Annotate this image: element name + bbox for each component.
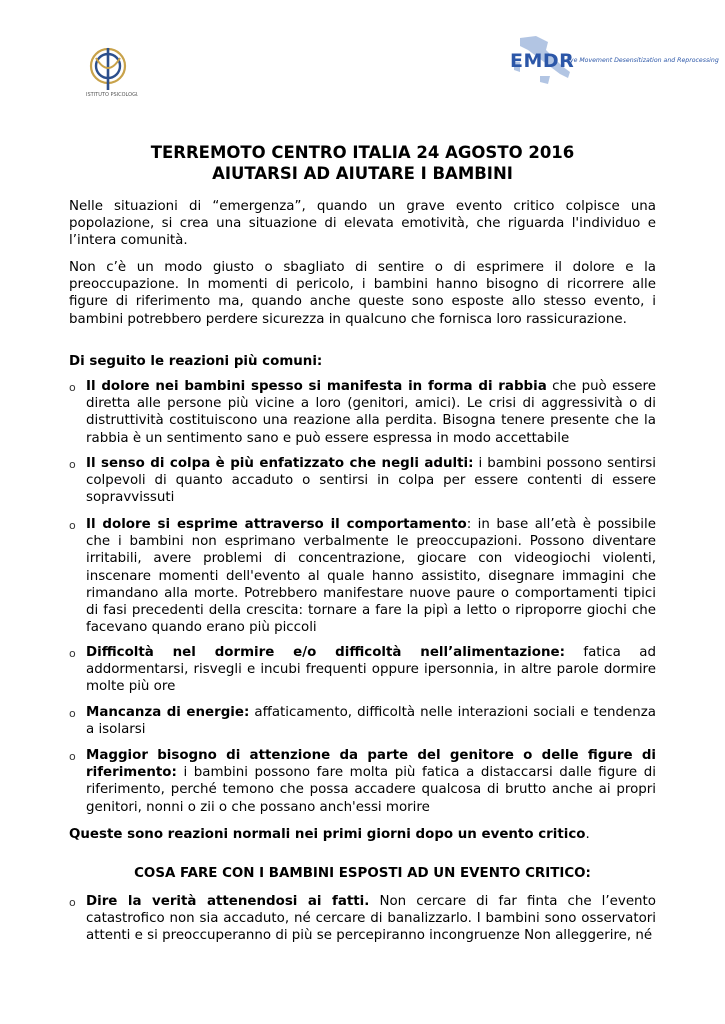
document-title-line2: AIUTARSI AD AIUTARE I BAMBINI xyxy=(212,164,513,183)
reaction-item xyxy=(86,644,656,696)
bullet-icon: o xyxy=(69,896,76,909)
reaction-item-text: : in base all’età è possibile che i bambini non esprimano verbalmente le preoccupazioni. Possono diventare irritabili, avere problemi di concentrazione, giocare con videogiochi violenti, inscenare momenti dell'evento al quale hanno assistito, disegnare immagini che rimandano alla morte. Potrebbero manifestare nuove paure o comportamenti tipici di fasi precedenti della crescita: tornare a fare la pipì a letto o riproporre giochi che facevano quando erano più piccoli xyxy=(86,517,656,636)
reactions-closing xyxy=(69,826,656,843)
bullet-icon: o xyxy=(69,381,76,394)
intro-paragraph-1: Nelle situazioni di “emergenza”, quando un grave evento critico colpisce una popolazione, si crea una situazione di elevata emotività, che riguarda l'individuo e l’intera comunità. xyxy=(69,199,656,249)
reaction-item xyxy=(86,455,656,507)
intro-paragraph-2: Non c’è un modo giusto o sbagliato di sentire o di esprimere il dolore e la preoccupazione. In momenti di pericolo, i bambini hanno bisogno di ricorrere alle figure di riferimento ma, quando anche queste sono esposte allo stesso evento, i bambini potrebbero perdere sicurezza in qualcuno che fornisca loro rassicurazione. xyxy=(69,260,656,327)
institute-logo xyxy=(78,44,138,102)
document-title-line1: TERREMOTO CENTRO ITALIA 24 AGOSTO 2016 xyxy=(150,143,575,162)
institute-logo-text: ISTITUTO PSICOLOGIA xyxy=(86,92,138,98)
what-to-do-heading: COSA FARE CON I BAMBINI ESPOSTI AD UN EVENTO CRITICO: xyxy=(134,866,591,881)
reactions-closing-bold: Queste sono reazioni normali nei primi giorni dopo un evento critico xyxy=(69,827,586,842)
reaction-item-text: fatica ad addormentarsi, risvegli e incubi frequenti oppure ipersonnia, in altre parole dormire molte più ore xyxy=(86,645,656,695)
advice-item xyxy=(86,893,656,945)
reactions-heading: Di seguito le reazioni più comuni: xyxy=(69,354,323,369)
reaction-item xyxy=(86,704,656,738)
reaction-item-text: che può essere diretta alle persone più vicine a loro (genitori, amici). Le crisi di aggressività o di distruttività costituiscono una reazione alla perdita. Bisogna tenere presente che la rabbia è un sentimento sano e può essere espressa in modo accettabile xyxy=(86,379,656,446)
emdr-logo-text: EMDR xyxy=(510,50,575,72)
bullet-icon: o xyxy=(69,707,76,720)
bullet-icon: o xyxy=(69,750,76,763)
reactions-closing-tail: . xyxy=(585,827,590,842)
reaction-item-bold: Maggior bisogno di attenzione da parte del genitore o delle figure di riferimento: xyxy=(86,748,656,781)
bullet-icon: o xyxy=(69,519,76,532)
emdr-logo-subtitle: Eye Movement Desensitization and Reprocessing xyxy=(566,57,719,64)
reaction-item-text: i bambini possono fare molta più fatica a distaccarsi dalle figure di riferimento, perché temono che possa accadere qualcosa di brutto anche ai propri genitori, nonni o zii o che possano anch'essi morire xyxy=(86,765,656,815)
reaction-item xyxy=(86,378,656,447)
reaction-item xyxy=(86,516,656,636)
reaction-item-text: i bambini possono sentirsi colpevoli di quanto accaduto o sentirsi in colpa per essere contenti di essere sopravvissuti xyxy=(86,456,656,506)
reaction-item-bold: Mancanza di energie: xyxy=(86,705,250,720)
reaction-item-bold: Il dolore nei bambini spesso si manifesta in forma di rabbia xyxy=(86,379,547,394)
advice-item-bold: Dire la verità attenendosi ai fatti. xyxy=(86,894,370,909)
reaction-item xyxy=(86,747,656,816)
reaction-item-bold: Il dolore si esprime attraverso il comportamento xyxy=(86,517,467,532)
psi-logo-icon xyxy=(78,44,138,102)
bullet-icon: o xyxy=(69,458,76,471)
reaction-item-bold: Il senso di colpa è più enfatizzato che negli adulti: xyxy=(86,456,474,471)
advice-item-text: Non cercare di far finta che l’evento catastrofico non sia accaduto, né cercare di banalizzarlo. I bambini sono osservatori attenti e si preoccuperanno di più se percepiranno incongruenze Non alleggerire, né xyxy=(86,894,656,944)
reaction-item-text: affaticamento, difficoltà nelle interazioni sociali e tendenza a isolarsi xyxy=(86,705,656,738)
reaction-item-bold: Difficoltà nel dormire e/o difficoltà nell’alimentazione: xyxy=(86,645,565,660)
bullet-icon: o xyxy=(69,647,76,660)
